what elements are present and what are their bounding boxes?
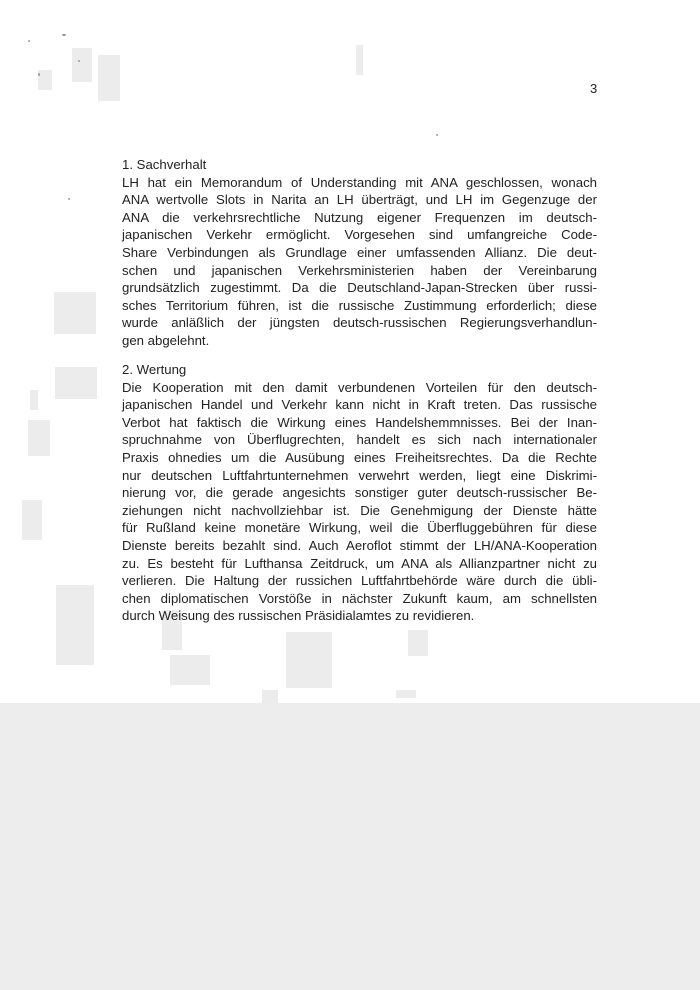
section-sachverhalt	[122, 156, 597, 350]
scan-artifact	[170, 655, 210, 685]
scan-artifact	[286, 632, 332, 688]
paragraph-line: grundsätzlich zugestimmt. Da die Deutschland-Japan-Strecken über russi-	[122, 280, 597, 296]
paragraph-line: für Rußland keine monetäre Wirkung, weil die Überfluggebühren für diese	[122, 520, 597, 536]
paragraph-line: ANA die verkehrsrechtliche Nutzung eigener Frequenzen im deutsch-	[122, 209, 597, 225]
scan-artifact	[56, 585, 94, 665]
paragraph-line: LH hat ein Memorandum of Understanding mit ANA geschlossen, wonach	[122, 174, 597, 190]
scan-speck	[78, 60, 80, 62]
scan-artifact	[54, 292, 96, 334]
section-wertung	[122, 361, 597, 625]
blank-scan-region	[0, 703, 700, 990]
scan-artifact	[30, 390, 38, 410]
scan-speck	[28, 40, 30, 42]
paragraph-line: Praxis ohnedies um die Ausübung eines Freiheitsrechtes. Da die Rechte	[122, 449, 597, 465]
section-heading: 2. Wertung	[122, 362, 187, 377]
paragraph-line: Dienste bereits bezahlt sind. Auch Aeroflot stimmt der LH/ANA-Kooperation	[122, 537, 597, 553]
paragraph-line: nur deutschen Luftfahrtunternehmen verwehrt werden, liegt eine Diskrimi-	[122, 467, 597, 483]
page-number: 3	[590, 81, 598, 96]
scan-artifact	[28, 420, 50, 456]
scan-artifact	[72, 48, 92, 82]
paragraph-line: Share Verbindungen als Grundlage einer umfassenden Allianz. Die deut-	[122, 244, 597, 260]
paragraph-line: Verbot hat faktisch die Wirkung eines Handelshemmnisses. Bei der Inan-	[122, 414, 597, 430]
paragraph-line: Die Kooperation mit den damit verbundenen Vorteilen für den deutsch-	[122, 379, 597, 395]
paragraph-line: wurde anläßlich der jüngsten deutsch-russischen Regierungsverhandlun-	[122, 315, 597, 331]
scan-artifact	[98, 55, 120, 101]
paragraph-line: japanischen Verkehr ermöglicht. Vorgesehen sind umfangreiche Code-	[122, 227, 597, 243]
scan-artifact	[396, 690, 416, 698]
paragraph-line: ziehungen nicht nachvollziehbar ist. Die Genehmigung der Dienste hätte	[122, 502, 597, 518]
scan-speck	[436, 134, 438, 136]
scan-speck	[68, 198, 70, 200]
paragraph-line: sches Territorium führen, ist die russische Zustimmung erforderlich; diese	[122, 297, 597, 313]
paragraph-line: durch Weisung des russischen Präsidialamtes zu revidieren.	[122, 608, 475, 624]
paragraph-line: nierung vor, die gerade angesichts sonstiger guter deutsch-russischer Be-	[122, 485, 597, 501]
scan-speck	[38, 73, 40, 76]
paragraph-line: japanischen Handel und Verkehr kann nicht in Kraft treten. Das russische	[122, 397, 597, 413]
paragraph-line: gen abgelehnt.	[122, 332, 210, 348]
paragraph-line: spruchnahme von Überflugrechten, handelt es sich nach internationaler	[122, 432, 597, 448]
paragraph-line: chen diplomatischen Vorstöße in nächster Zukunft kaum, am schnellsten	[122, 590, 597, 606]
paragraph-line: verlieren. Die Haltung der russichen Luftfahrtbehörde wäre durch die übli-	[122, 573, 597, 589]
scan-artifact	[356, 45, 363, 75]
scan-speck	[62, 34, 66, 36]
scan-artifact	[55, 367, 97, 399]
scan-artifact	[262, 690, 278, 704]
scan-artifact	[22, 500, 42, 540]
scan-artifact	[408, 630, 428, 656]
paragraph-line: ANA wertvolle Slots in Narita an LH überträgt, und LH im Gegenzuge der	[122, 192, 597, 208]
paragraph-line: zu. Es besteht für Lufthansa Zeitdruck, um ANA als Allianzpartner nicht zu	[122, 555, 597, 571]
section-heading: 1. Sachverhalt	[122, 157, 207, 172]
scan-artifact	[38, 70, 52, 90]
paragraph-line: schen und japanischen Verkehrsministerien haben der Vereinbarung	[122, 262, 597, 278]
